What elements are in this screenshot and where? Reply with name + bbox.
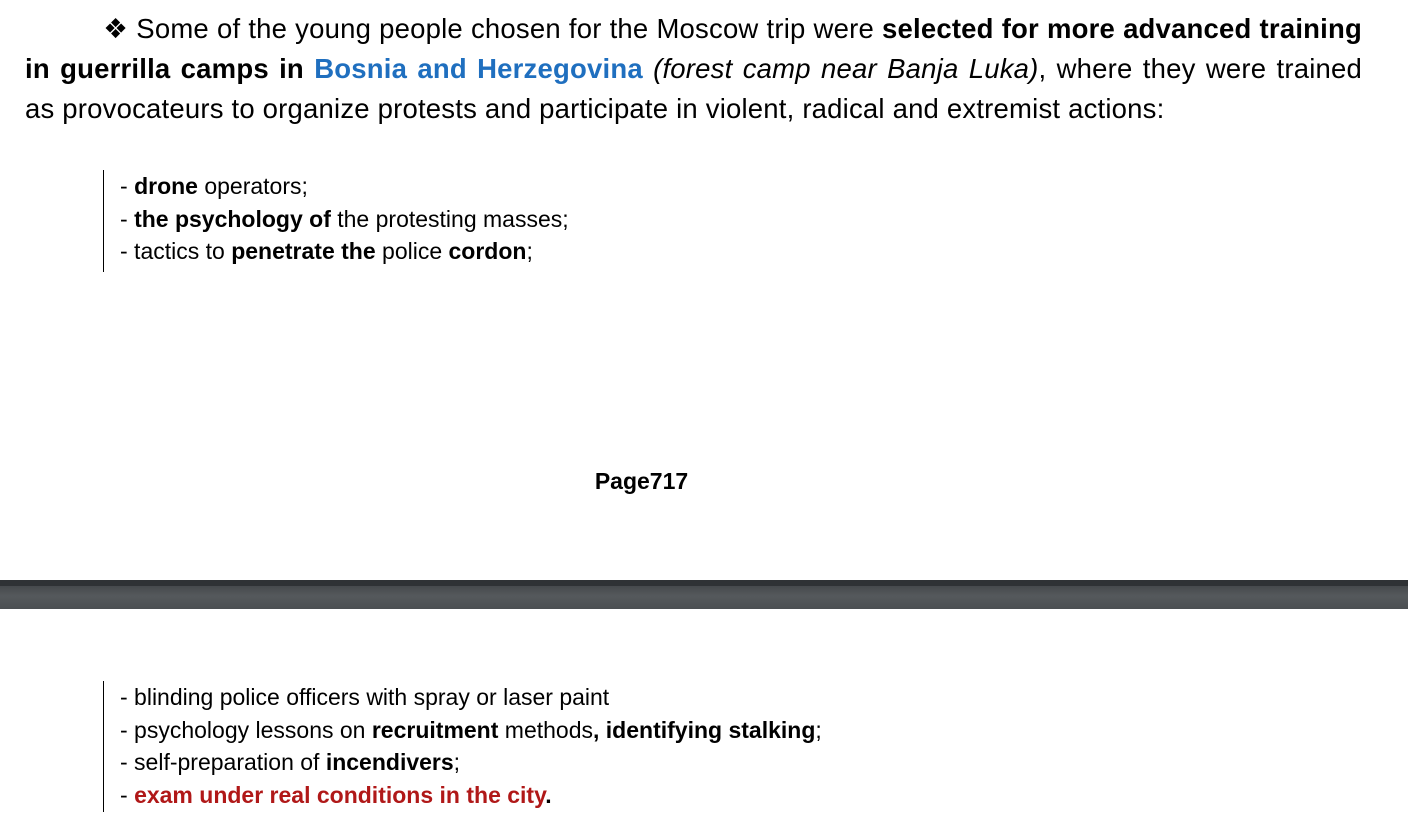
body-paragraph — [25, 9, 1362, 129]
list-item-bold: drone — [134, 173, 198, 199]
training-list-bottom — [103, 681, 822, 812]
list-item-prefix: - psychology lessons on — [120, 716, 372, 743]
list-item-prefix: - — [120, 205, 135, 232]
page-number: Page717 — [594, 468, 689, 494]
list-item-bold: penetrate the — [231, 238, 376, 264]
list-item-prefix: - self-preparation of — [120, 749, 326, 775]
list-item — [120, 779, 822, 812]
list-item — [120, 681, 822, 714]
list-item — [120, 235, 569, 268]
list-item-bold: incendivers — [325, 749, 454, 775]
page-separator — [0, 580, 1408, 609]
diamond-bullet-icon: ❖ — [103, 13, 129, 44]
list-item-bold: recruitment — [371, 716, 499, 743]
list-item-text: methods — [498, 716, 594, 743]
paragraph-italic-1: (forest camp near Banja Luka) — [642, 53, 1039, 84]
paragraph-text-2: , where they were trained as provocateurs to organize protests and participate in violent, radical and extremist actions: — [25, 53, 1362, 124]
list-item-text: - blinding police officers with spray or laser paint — [120, 684, 610, 710]
list-item-text: police — [375, 238, 449, 264]
list-item-bold: , identifying stalking — [593, 716, 816, 743]
list-item-text: operators; — [197, 173, 308, 199]
list-item-prefix: - — [120, 781, 135, 808]
list-item-text: ; — [815, 716, 822, 743]
list-item — [120, 714, 822, 747]
list-item-text: the protesting masses; — [330, 205, 569, 232]
list-item-prefix: - — [120, 173, 135, 199]
list-item-highlight: exam under real conditions in the city — [134, 781, 546, 808]
list-item-bold: . — [545, 781, 552, 808]
paragraph-bold-1: selected for more advanced training in guerrilla camps in — [25, 13, 1362, 84]
paragraph-place-name: Bosnia and Herzegovina — [314, 53, 643, 84]
list-item-prefix: - tactics to — [120, 238, 232, 264]
list-item-bold: cordon — [448, 238, 527, 264]
list-item — [120, 746, 822, 779]
list-item — [120, 170, 569, 203]
list-item-bold: the psychology of — [134, 205, 331, 232]
list-item-text: ; — [453, 749, 461, 775]
training-list-top — [103, 170, 569, 272]
list-item-text: ; — [526, 238, 533, 264]
paragraph-text-1: Some of the young people chosen for the Moscow trip were — [128, 13, 882, 44]
list-item — [120, 203, 569, 236]
